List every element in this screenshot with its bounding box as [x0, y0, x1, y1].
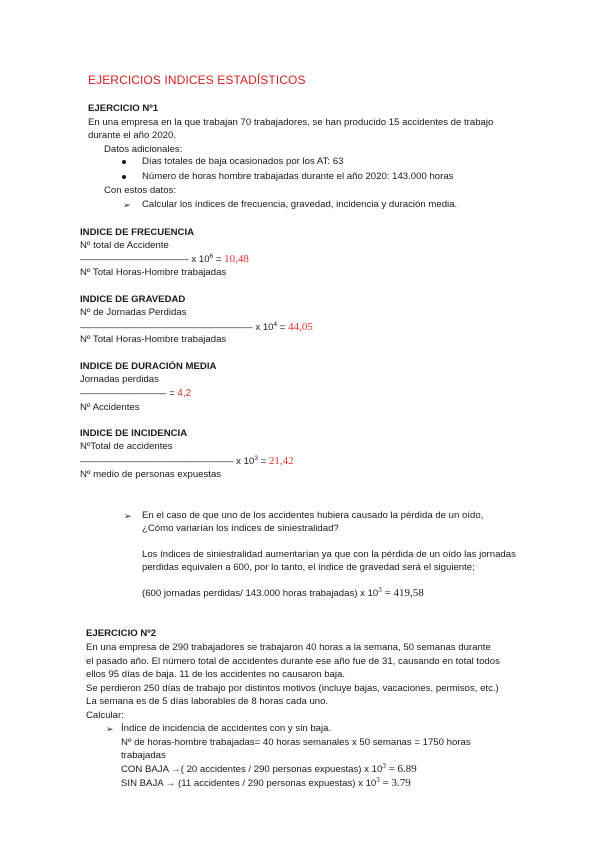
ej2-horas-line2: trabajadas [121, 750, 166, 761]
ej2-line5: La semana es de 5 días laborables de 8 horas cada uno. [86, 696, 329, 707]
gravedad-denominator: Nº Total Horas-Hombre trabajadas [80, 334, 227, 345]
duracion-denominator: Nº Accidentes [80, 402, 140, 413]
ej1-dato-1: Días totales de baja ocasionados por los AT: 63 [142, 156, 344, 167]
oido-question-line1: En el caso de que uno de los accidentes hubiera causado la pérdida de un oído, [142, 510, 484, 521]
ej1-dato-2: Número de horas hombre trabajadas durante el año 2020: 143.000 horas [142, 171, 454, 182]
ej2-horas-line1: Nº de horas-hombre trabajadas= 40 horas semanales x 50 semanas = 1750 horas [121, 737, 471, 748]
arrow-bullet-icon: ➢ [124, 511, 132, 521]
oido-answer-line1: Los índices de siniestralidad aumentarían ya que con la pérdida de un oído las jornadas [142, 549, 516, 560]
ej2-sin-baja: SIN BAJA → (11 accidentes / 290 personas expuestas) x $10^3 = 3.79$ [121, 776, 411, 789]
ej2-line2: el pasado año. El número total de accidentes durante ese año fue de 31, causando en total todos [86, 656, 500, 667]
arrow-bullet-icon: ➢ [123, 200, 131, 210]
frecuencia-heading: INDICE DE FRECUENCIA [80, 227, 195, 238]
oido-calculation: (600 jornadas perdidas/ 143.000 horas trabajadas) x $10^3 = 419,58$ [142, 586, 424, 599]
incidencia-heading: INDICE DE INCIDENCIA [80, 428, 188, 439]
bullet-icon [122, 160, 126, 164]
incidencia-result: 21,42 [268, 455, 294, 467]
frecuencia-numerator: Nº total de Accidente [80, 240, 169, 251]
ej2-line3: ellos 95 días de baja. 11 de los accidentes no causaron baja. [86, 669, 346, 680]
ej2-calcular: Calcular: [86, 710, 124, 721]
ej1-intro-line2: durante el año 2020. [88, 130, 177, 141]
ej2-heading: EJERCICIO Nº2 [86, 628, 157, 639]
ej2-line1: En una empresa de 290 trabajadores se trabajaron 40 horas a la semana, 50 semanas durante [86, 642, 491, 653]
gravedad-formula: —————————————————— x $10^4 = 44,05$ [80, 321, 313, 333]
arrow-bullet-icon: ➢ [106, 724, 114, 734]
duracion-result: 4,2 [177, 388, 192, 399]
gravedad-result: 44,05 [288, 321, 313, 333]
gravedad-numerator: Nº de Jornadas Perdidas [80, 307, 187, 318]
frecuencia-formula: ———————————- x $10^6 = 10,48$ [80, 253, 249, 265]
incidencia-denominator: Nº medio de personas expuestas [80, 469, 222, 480]
ej2-con-baja: CON BAJA →( 20 accidentes / 290 personas expuestas) x $10^3 = 6.89$ [121, 762, 417, 775]
document-title: EJERCICIOS INDICES ESTADÍSTICOS [88, 73, 306, 87]
oido-answer-line2: perdidas equivalen a 600, por lo tanto, el índice de gravedad será el siguiente; [142, 562, 475, 573]
frecuencia-denominator: Nº Total Horas-Hombre trabajadas [80, 267, 227, 278]
ej1-heading: EJERCICIO Nº1 [88, 103, 159, 114]
ej2-item: Índice de incidencia de accidentes con y sin baja. [121, 723, 332, 734]
bullet-icon [122, 175, 126, 179]
duracion-heading: INDICE DE DURACIÓN MEDIA [80, 361, 217, 372]
ej1-intro-line1: En una empresa en la que trabajan 70 trabajadores, se han producido 15 accidentes de trabajo [88, 117, 494, 128]
ej1-tarea: Calcular los índices de frecuencia, gravedad, incidencia y duración media. [142, 199, 458, 210]
duracion-formula: ————————— = 4,2 [80, 388, 192, 399]
duracion-numerator: Jornadas perdidas [80, 374, 159, 385]
incidencia-numerator: NºTotal de accidentes [80, 441, 173, 452]
incidencia-formula: ———————————————— x $10^3 = 21,42$ [80, 455, 294, 467]
ej1-datos-label: Datos adicionales: [104, 144, 183, 155]
ej1-con-estos: Con estos datos: [104, 185, 176, 196]
frecuencia-result: 10,48 [224, 253, 249, 265]
ej2-line4: Se perdieron 250 días de trabajo por distintos motivos (incluye bajas, vacaciones, permisos, etc.) [86, 683, 499, 694]
oido-question-line2: ¿Cómo variarían los índices de siniestralidad? [142, 523, 339, 534]
gravedad-heading: INDICE DE GRAVEDAD [80, 294, 186, 305]
